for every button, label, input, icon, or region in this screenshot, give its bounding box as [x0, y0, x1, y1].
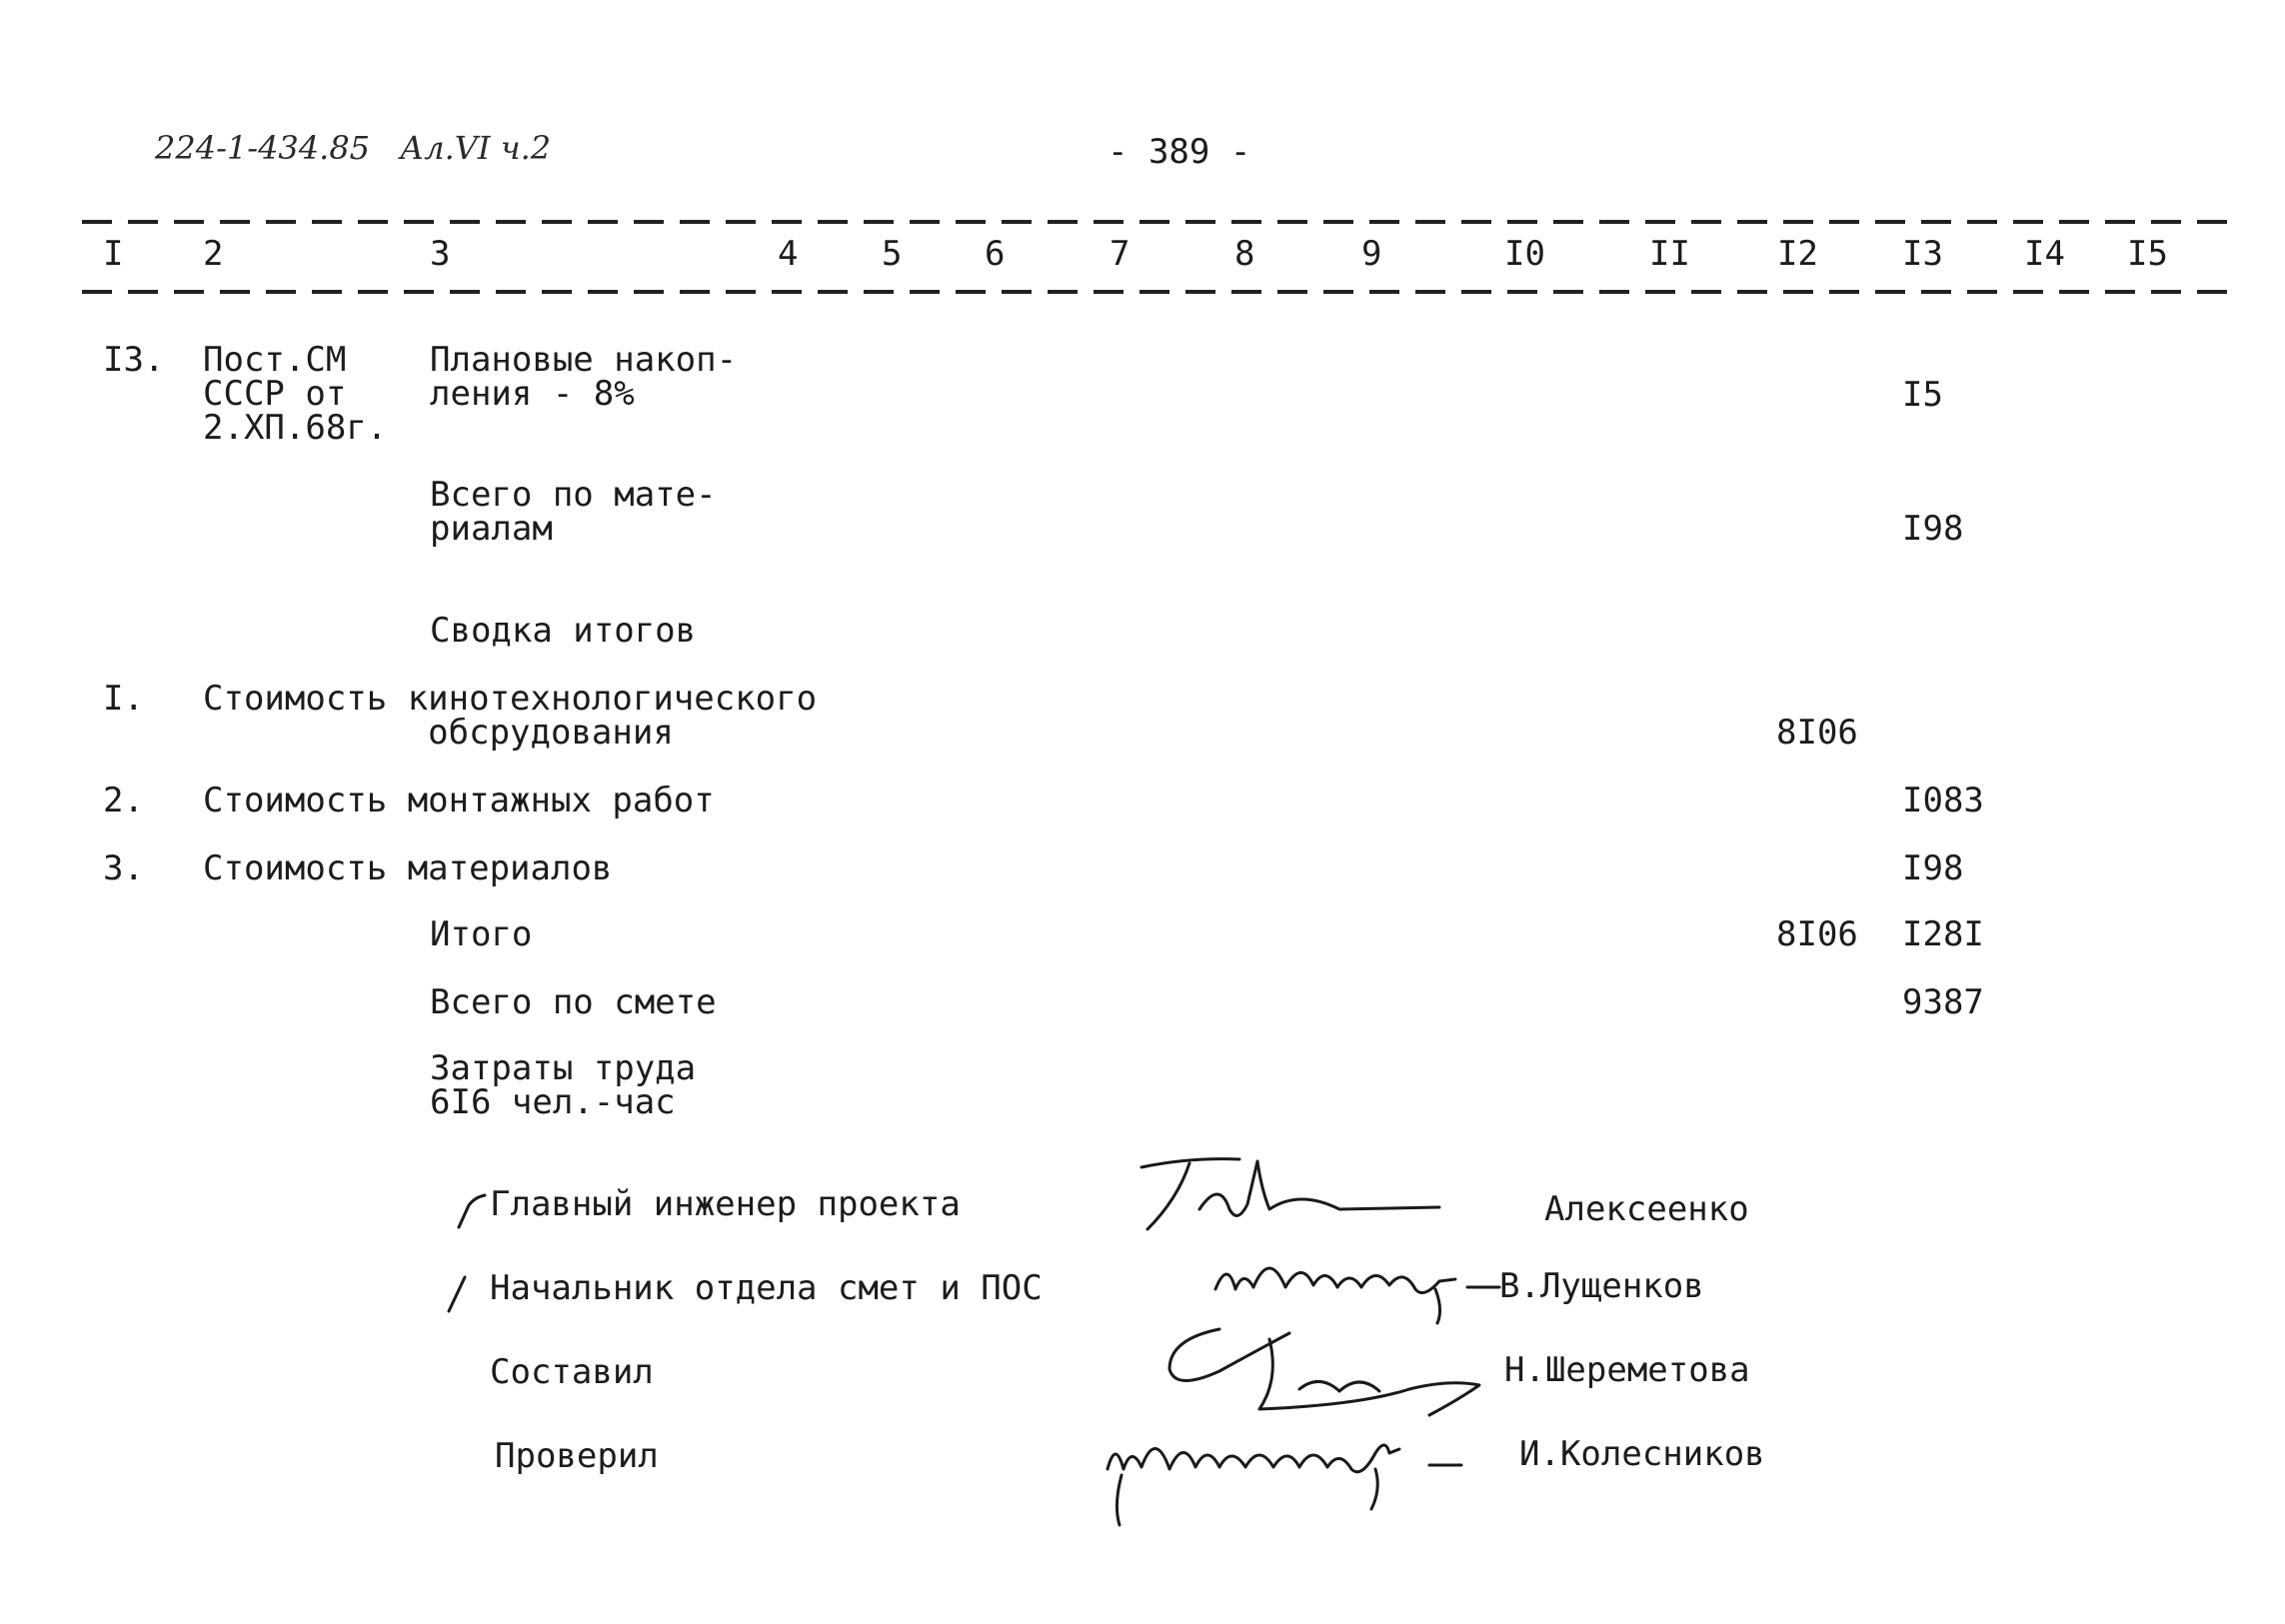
col-header-4: 4 [778, 234, 799, 274]
header-rule-top [82, 220, 2231, 224]
col-header-5: 5 [882, 234, 903, 274]
col-header-11: II [1649, 234, 1690, 274]
col-header-10: I0 [1504, 234, 1545, 274]
col-header-14: I4 [2024, 234, 2065, 274]
col-header-1: I [103, 234, 124, 274]
check-mark-icon [455, 1191, 495, 1231]
materials-total-name: Всего по мате- риалам [430, 475, 717, 549]
labor-costs: Затраты труда 6I6 чел.-час [430, 1048, 697, 1122]
document-part: Ал.VI ч.2 [400, 129, 552, 167]
header-rule-bottom [82, 290, 2231, 294]
summary-2-name: Стоимость монтажных работ [203, 781, 715, 820]
handwritten-signature-estimates-head [1209, 1239, 1509, 1329]
signature-role-estimates-head: Начальник отдела смет и ПОС [490, 1268, 1043, 1308]
materials-total-value: I98 [1902, 509, 1964, 549]
signature-name-alekseenko: Алексеенко [1544, 1189, 1749, 1229]
col-header-9: 9 [1361, 234, 1382, 274]
col-header-2: 2 [203, 234, 224, 274]
summary-title: Сводка итогов [430, 611, 697, 651]
signature-name-lushchenkov: В.Лущенков [1499, 1266, 1704, 1306]
handwritten-signature-chief-engineer [1130, 1149, 1459, 1239]
signature-role-chief-engineer: Главный инженер проекта [490, 1184, 961, 1224]
col-header-6: 6 [985, 234, 1006, 274]
row-13-number: I3. [103, 340, 165, 380]
handwritten-signature-checker [1100, 1409, 1489, 1529]
col-header-12: I2 [1777, 234, 1818, 274]
col-header-3: 3 [430, 234, 451, 274]
estimate-total-label: Всего по смете [430, 982, 717, 1022]
itogo-col12-value: 8I06 [1776, 914, 1858, 954]
summary-3-number: 3. [103, 848, 144, 888]
summary-1-number: I. [103, 679, 144, 719]
itogo-col13-value: I28I [1902, 914, 1984, 954]
document-code: 224-1-434.85 [155, 129, 371, 167]
row-13-col13-value: I5 [1902, 375, 1943, 415]
summary-3-col13-value: I98 [1902, 848, 1964, 888]
summary-1-col12-value: 8I06 [1776, 713, 1858, 753]
signature-name-kolesnikov: И.Колесников [1519, 1434, 1765, 1474]
page-number: - 389 - [1108, 132, 1251, 172]
itogo-label: Итого [430, 914, 533, 954]
signature-name-sheremetova: Н.Шереметова [1504, 1350, 1750, 1390]
col-header-7: 7 [1110, 234, 1131, 274]
col-header-8: 8 [1234, 234, 1255, 274]
row-13-basis: Пост.СМ СССР от 2.ХП.68г. [203, 340, 388, 448]
row-13-name: Плановые накоп- ления - 8% [430, 340, 738, 414]
check-mark-icon [445, 1271, 475, 1313]
summary-2-col13-value: I083 [1902, 781, 1984, 820]
signature-role-compiled-by: Составил [490, 1352, 654, 1392]
summary-3-name: Стоимость материалов [203, 848, 613, 888]
summary-2-number: 2. [103, 781, 144, 820]
col-header-15: I5 [2127, 234, 2168, 274]
summary-1-name: Стоимость кинотехнологического обсрудования [203, 679, 818, 753]
col-header-13: I3 [1902, 234, 1943, 274]
signature-role-checked-by: Проверил [495, 1436, 659, 1476]
estimate-total-value: 9387 [1902, 982, 1984, 1022]
